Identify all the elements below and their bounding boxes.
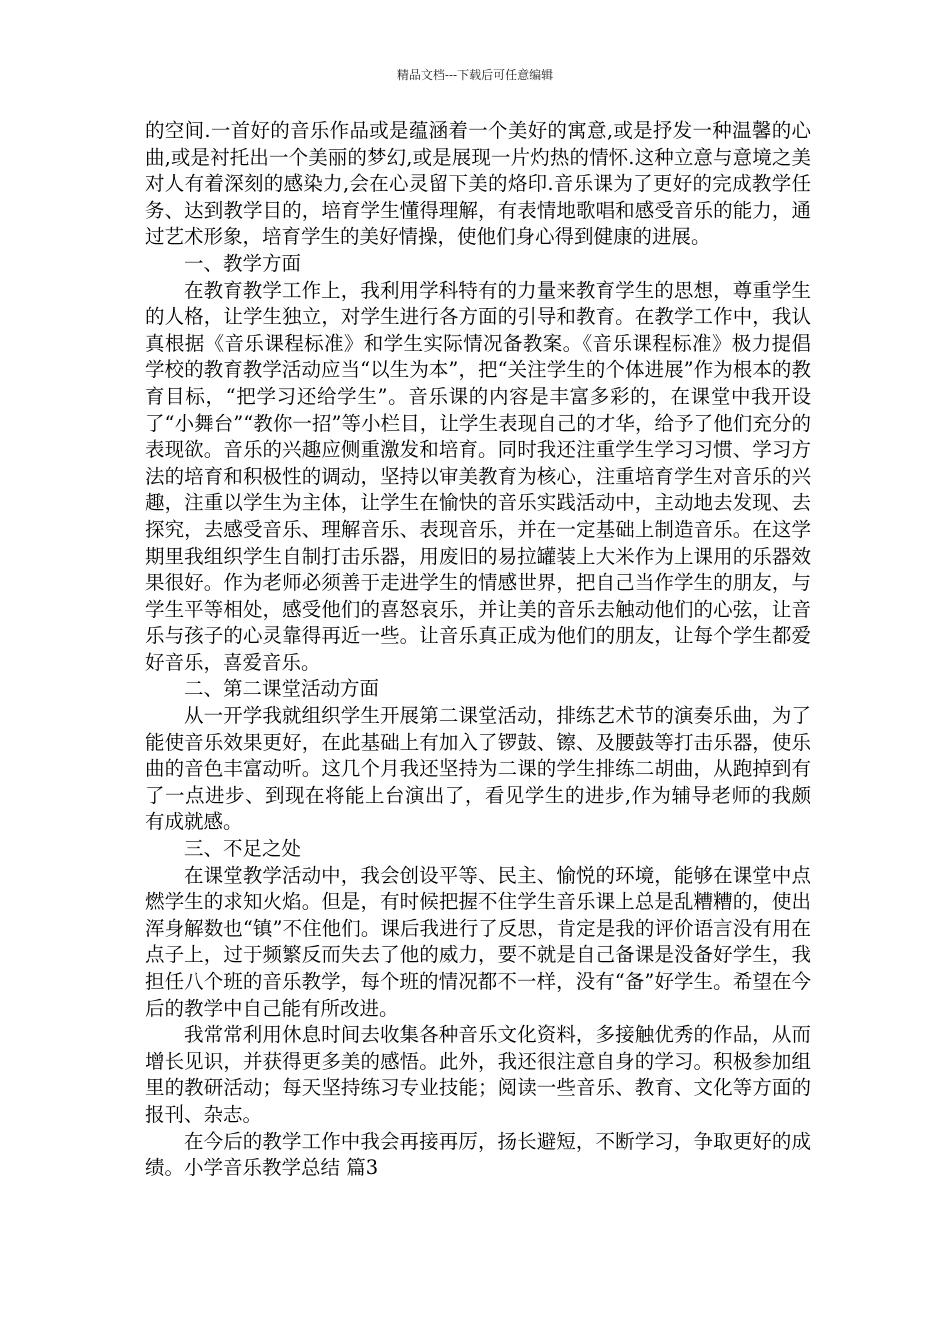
paragraph-self-study: 我常常利用休息时间去收集各种音乐文化资料，多接触优秀的作品，从而增长见识，并获得更多美的感悟。此外，我还很注意自身的学习。积极参加组里的教研活动；每天坚持练习专业技能；阅读一些音乐、教育、文化等方面的报刊、杂志。: [145, 1023, 811, 1126]
page-header: 精品文档---下载后可任意编辑: [396, 68, 554, 82]
paragraph-continuation: 的空间.一首好的音乐作品或是蕴涵着一个美好的寓意,或是抒发一种温馨的心曲,或是衬托出一个美丽的梦幻,或是展现一片灼热的情怀.这种立意与意境之美对人有着深刻的感染力,会在心灵留下美的烙印.音乐课为了更好的完成教学任务、达到教学目的，培育学生懂得理解，有表情地歌唱和感受音乐的能力，通过艺术形象，培育学生的美好情操，使他们身心得到健康的进展。: [145, 119, 811, 249]
paragraph-conclusion: 在今后的教学工作中我会再接再厉，扬长避短，不断学习，争取更好的成绩。小学音乐教学总结 篇3: [145, 1129, 811, 1180]
section-heading-teaching: 一、教学方面: [184, 251, 302, 275]
paragraph-second-classroom: 从一开学我就组织学生开展第二课堂活动，排练艺术节的演奏乐曲，为了能使音乐效果更好，在此基础上有加入了锣鼓、镲、及腰鼓等打击乐器，使乐曲的音色丰富动听。这几个月我还坚持为二课的学生排练二胡曲，从跑掉到有了一点进步、到现在将能上台演出了，看见学生的进步,作为辅导老师的我颇有成就感。: [145, 704, 811, 834]
section-heading-shortcomings: 三、不足之处: [184, 837, 302, 861]
section-heading-second-classroom: 二、第二课堂活动方面: [184, 677, 380, 701]
paragraph-shortcomings: 在课堂教学活动中，我会创设平等、民主、愉悦的环境，能够在课堂中点燃学生的求知火焰。但是，有时候把握不住学生音乐课上总是乱糟糟的，使出浑身解数也“镇”不住他们。课后我进行了反思，肯定是我的评价语言没有用在点子上，过于频繁反而失去了他的威力，要不就是自己备课是没备好学生，我担任八个班的音乐教学，每个班的情况都不一样，没有“备”好学生。希望在今后的教学中自己能有所改进。: [145, 863, 811, 1020]
document-body: [145, 118, 811, 1182]
paragraph-teaching: 在教育教学工作上，我利用学科特有的力量来教育学生的思想，尊重学生的人格，让学生独立，对学生进行各方面的引导和教育。在教学工作中，我认真根据《音乐课程标准》和学生实际情况备教案。《音乐课程标准》极力提倡学校的教育教学活动应当“以生为本”，把“关注学生的个体进展”作为根本的教育目标，“把学习还给学生”。音乐课的内容是丰富多彩的，在课堂中我开设了“小舞台”“教你一招”等小栏目，让学生表现自己的才华，给予了他们充分的表现欲。音乐的兴趣应侧重激发和培育。同时我还注重学生学习习惯、学习方法的培育和积极性的调动，坚持以审美教育为核心，注重培育学生对音乐的兴趣，注重以学生为主体，让学生在愉快的音乐实践活动中，主动地去发现、去探究，去感受音乐、理解音乐、表现音乐，并在一定基础上制造音乐。在这学期里我组织学生自制打击乐器，用废旧的易拉罐装上大米作为上课用的乐器效果很好。作为老师必须善于走进学生的情感世界，把自己当作学生的朋友，与学生平等相处，感受他们的喜怒哀乐，并让美的音乐去触动他们的心弦，让音乐与孩子的心灵靠得再近一些。让音乐真正成为他们的朋友，让每个学生都爱好音乐，喜爱音乐。: [145, 278, 811, 674]
